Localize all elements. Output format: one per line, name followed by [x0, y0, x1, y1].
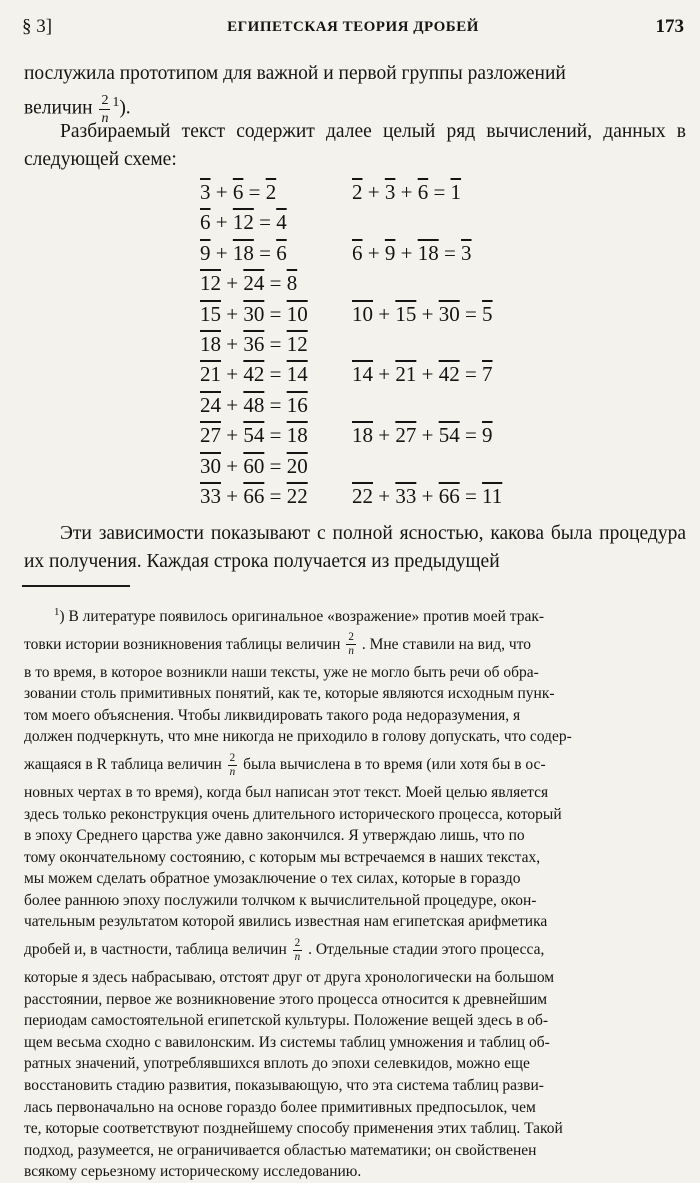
equals-sign: =	[243, 180, 266, 204]
plus-sign: +	[221, 484, 244, 508]
plus-sign: +	[221, 271, 244, 296]
unit-fraction-result: 18	[286, 423, 308, 448]
unit-fraction-term: 9	[384, 240, 396, 265]
unit-fraction-result: 4	[276, 210, 287, 235]
plus-sign: +	[416, 423, 439, 448]
equals-sign: =	[264, 301, 287, 326]
plus-sign: +	[221, 423, 244, 448]
unit-fraction-term: 18	[232, 240, 254, 265]
unit-fraction-result: 12	[286, 332, 308, 356]
plus-sign: +	[416, 362, 439, 387]
unit-fraction-term: 12	[200, 271, 221, 296]
unit-fraction-term: 21	[200, 362, 221, 387]
unit-fraction-term: 66	[438, 484, 460, 508]
unit-fraction-term: 15	[395, 301, 417, 326]
equals-sign: =	[264, 362, 287, 387]
running-header	[22, 14, 684, 40]
unit-fraction-term: 42	[438, 362, 460, 387]
unit-fraction-term: 30	[243, 301, 265, 326]
plus-sign: +	[373, 362, 396, 387]
equation-left	[200, 332, 360, 362]
unit-fraction-term: 6	[232, 180, 244, 204]
running-title: ЕГИПЕТСКАЯ ТЕОРИЯ ДРОБЕЙ	[227, 19, 479, 35]
unit-fraction-term: 36	[243, 332, 265, 356]
unit-fraction-term: 27	[395, 423, 417, 448]
unit-fraction-term: 60	[243, 453, 265, 478]
unit-fraction-term: 54	[243, 423, 265, 448]
footnote-ref: 1	[112, 94, 120, 109]
plus-sign: +	[221, 332, 244, 356]
plus-sign: +	[210, 210, 233, 235]
equals-sign: =	[264, 271, 287, 296]
plus-sign: +	[221, 362, 244, 387]
equals-sign: =	[264, 484, 287, 508]
unit-fraction-term: 33	[395, 484, 417, 508]
equation-right	[352, 302, 542, 332]
plus-sign: +	[373, 301, 396, 326]
section-mark: § 3]	[22, 16, 53, 37]
unit-fraction-result: 8	[286, 271, 298, 296]
plus-sign: +	[221, 453, 244, 478]
footnote: $^1$) В литературе появилось оригинальное «возражение» против моей трак- товки истории возникновения таблицы величин $\frac{2}{n}$ . Мне ставили на вид, что в то время, в которое возникли наши тексты, уже не могло быть речи об обра- зовании столь примитивных понятий, как те, которые являются исходным пунк- том моего объяснения. Чтобы ликвидировать такого рода недоразумения, я должен подчеркнуть, что мне никогда не приходило в голову допускать, что содер- жащаяся в R таблица величин $\frac{2}{n}$ была вычислена в то время (или хотя бы в ос- новных чертах в то время), когда был написан этот текст. Моей целью является здесь только реконструкция очень длительного исторического процесса, который в эпоху Среднего царства уже давно закончился. Я утверждаю лишь, что по тому окончательному состоянию, с которым мы встречаемся в наших текстах, мы можем сделать обратное умозаключение о тех силах, которые в гораздо более раннюю эпоху послужили толчком к вычислительной процедуре, окон- чательным результатом которой явились известная нам египетская арифметика дробей и, в частности, таблица величин $\frac{2}{n}$ . Отдельные стадии этого процесса, которые я здесь набрасываю, отстоят друг от друга хронологически на большом расстоянии, первое же возникновение этого процесса относится к древнейшим периодам самостоятельной египетской культуры. Положение вещей здесь в об- щем весьма сходно с вавилонским. Из системы таблиц умножения и таблиц об- ратных значений, употреблявшихся вплоть до эпохи селевкидов, можно еще восстановить стадию развития, показывающую, что эта система таблиц разви- лась первоначально на основе гораздо более примитивных предпосылок, чем те, которые соответствуют позднейшему способу применения этих таблиц. Такой подход, разумеется, не ограничивается областью математики; он свойственен всякому серьезному историческому исследованию.	[24, 606, 572, 1181]
fraction-2-over-n: $\frac{2}{n}$	[101, 92, 109, 126]
equation-left	[200, 210, 360, 240]
unit-fraction-result: 14	[286, 362, 308, 387]
plus-sign: +	[221, 392, 244, 417]
equals-sign: =	[264, 423, 287, 448]
equals-sign: =	[459, 484, 483, 508]
unit-fraction-term: 10	[352, 301, 373, 326]
plus-sign: +	[373, 484, 396, 508]
unit-fraction-result: 9	[482, 423, 493, 448]
unit-fraction-term: 6	[417, 180, 429, 204]
unit-fraction-term: 30	[200, 453, 221, 478]
equation-right	[352, 362, 542, 392]
footnote-rule	[22, 585, 130, 587]
unit-fraction-term: 30	[438, 301, 460, 326]
equals-sign: =	[264, 332, 287, 356]
unit-fraction-term: 24	[200, 392, 221, 417]
unit-fraction-term: 54	[438, 423, 460, 448]
plus-sign: +	[395, 240, 418, 265]
fraction-2-over-n: $\frac{2}{n}$	[229, 751, 236, 778]
plus-sign: +	[362, 240, 385, 265]
unit-fraction-term: 14	[352, 362, 373, 387]
unit-fraction-term: 27	[200, 423, 221, 448]
unit-fraction-term: 33	[200, 484, 221, 508]
unit-fraction-term: 12	[232, 210, 254, 235]
unit-fraction-term: 6	[200, 210, 211, 235]
plus-sign: +	[210, 180, 233, 204]
unit-fraction-term: 18	[417, 240, 439, 265]
unit-fraction-result: 16	[286, 392, 308, 417]
equation-left	[200, 180, 360, 210]
paragraph-continuation: послужила прототипом для важной и первой группы разложений величин $\frac{2}{n}$ $^1$).	[24, 63, 566, 126]
plus-sign: +	[416, 484, 439, 508]
plus-sign: +	[373, 423, 396, 448]
paragraph-intro: Разбираемый текст содержит далее целый ряд вычислений, данных в следующей схеме:	[24, 121, 686, 170]
equation-right	[352, 180, 542, 210]
equals-sign: =	[253, 210, 277, 235]
equals-sign: =	[459, 423, 483, 448]
plus-sign: +	[221, 301, 244, 326]
fraction-2-over-n: $\frac{2}{n}$	[294, 936, 301, 964]
page-number: 173	[655, 16, 684, 37]
unit-fraction-result: 6	[276, 240, 287, 265]
unit-fraction-result: 3	[461, 240, 472, 265]
unit-fraction-term: 9	[200, 240, 211, 265]
equals-sign: =	[438, 240, 462, 265]
unit-fraction-term: 42	[243, 362, 265, 387]
unit-fraction-result: 2	[265, 180, 277, 204]
unit-fraction-term: 66	[243, 484, 265, 508]
equation-right	[352, 484, 542, 514]
equation-left	[200, 423, 360, 453]
unit-fraction-term: 24	[243, 271, 265, 296]
equation-left	[200, 484, 360, 514]
equals-sign: =	[428, 180, 451, 204]
equation-right	[352, 423, 542, 453]
equation-left	[200, 271, 360, 301]
unit-fraction-term: 2	[352, 180, 363, 204]
unit-fraction-term: 3	[384, 180, 396, 204]
equation-left	[200, 393, 360, 423]
equals-sign: =	[264, 453, 287, 478]
equals-sign: =	[264, 392, 287, 417]
unit-fraction-result: 1	[450, 180, 462, 204]
unit-fraction-result: 11	[482, 484, 503, 508]
unit-fraction-term: 6	[352, 240, 363, 265]
equation-left	[200, 241, 360, 271]
plus-sign: +	[362, 180, 385, 204]
equation-left	[200, 454, 360, 484]
footnote-marker: 1	[54, 606, 60, 618]
unit-fraction-result: 20	[286, 453, 308, 478]
equals-sign: =	[253, 240, 277, 265]
equation-right	[352, 241, 542, 271]
unit-fraction-result: 5	[482, 301, 493, 326]
plus-sign: +	[210, 240, 233, 265]
equals-sign: =	[459, 301, 483, 326]
plus-sign: +	[395, 180, 418, 204]
unit-fraction-term: 18	[200, 332, 221, 356]
equals-sign: =	[459, 362, 483, 387]
unit-fraction-term: 3	[200, 180, 211, 204]
unit-fraction-result: 10	[286, 301, 308, 326]
unit-fraction-term: 21	[395, 362, 417, 387]
unit-fraction-term: 48	[243, 392, 265, 417]
fraction-2-over-n: $\frac{2}{n}$	[348, 631, 354, 658]
unit-fraction-term: 22	[352, 484, 373, 508]
unit-fraction-result: 7	[482, 362, 493, 387]
plus-sign: +	[416, 301, 439, 326]
equation-left	[200, 362, 360, 392]
unit-fraction-term: 15	[200, 301, 221, 326]
equation-left	[200, 302, 360, 332]
paragraph-explanation: Эти зависимости показывают с полной ясностью, какова была процедура их получения. Каждая строка получается из предыдущей	[24, 523, 686, 572]
unit-fraction-result: 22	[286, 484, 308, 508]
unit-fraction-term: 18	[352, 423, 373, 448]
